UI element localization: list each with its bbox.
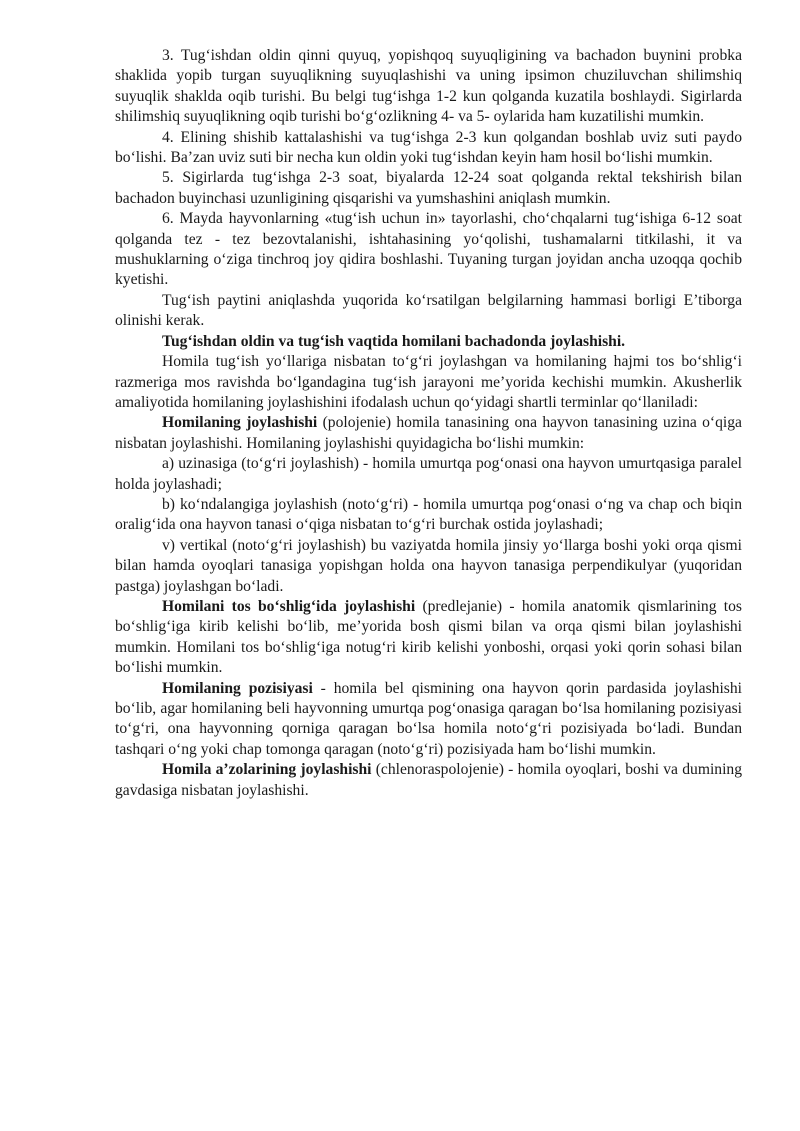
- paragraph-4: 4. Elining shishib kattalashishi va tug‘ishga 2-3 kun qolgandan boshlab uviz suti paydo bo‘lishi. Ba’zan uviz suti bir necha kun oldin yoki tug‘ishdan keyin ham hosil bo‘lishi mumkin.: [115, 128, 742, 167]
- term-pozisiya: [115, 679, 742, 761]
- list-item-b: b) ko‘ndalangiga joylashish (noto‘g‘ri) - homila umurtqa pog‘onasi o‘ng va chap och biqin oralig‘ida ona hayvon tanasi o‘qiga nisbatan to‘g‘ri burchak ostida joylashadi;: [115, 495, 742, 534]
- term-text: - homila bel qismining ona hayvon qorin pardasida joylashishi bo‘lib, agar homilaning beli hayvonning umurtqa pog‘onasiga qaragan bo‘lsa homilaning pozisiyasi to‘g‘ri, ona hayvonning qorniga qaragan bo‘lsa homila noto‘g‘ri pozisiyada bo‘ladi. Bundan tashqari o‘ng yoki chap tomonga qaragan (noto‘g‘ri) pozisiyada ham bo‘lishi mumkin.: [115, 679, 743, 758]
- list-item-v: v) vertikal (noto‘g‘ri joylashish) bu vaziyatda homila jinsiy yo‘llarga boshi yoki orqa qismi bilan hamda oyoqlari tanasiga yopishgan holda ona hayvon tanasiga perpendikulyar (yuqoridan pastga) joylashgan bo‘ladi.: [115, 536, 742, 595]
- paragraph-3: 3. Tug‘ishdan oldin qinni quyuq, yopishqoq suyuqligining va bachadon buynini probka shaklida yopib turgan suyuqlikning suyuqlashishi va uning ipsimon chuziluvchan shilimshiq suyuqlik shaklda oqib turishi. Bu belgi tug‘ishga 1-2 kun qolganda kuzatila boshlaydi. Sigirlarda shilimshiq suyuqlikning oqib turishi bo‘g‘ozlikning 4- va 5- oylarida ham kuzatilishi mumkin.: [115, 47, 742, 126]
- term-title: Homilaning pozisiyasi: [162, 679, 313, 697]
- list-item-a: a) uzinasiga (to‘g‘ri joylashish) - homila umurtqa pog‘onasi ona hayvon umurtqasiga paralel holda joylashadi;: [115, 455, 742, 493]
- intro-paragraph: Homila tug‘ish yo‘llariga nisbatan to‘g‘ri joylashgan va homilaning hajmi tos bo‘shlig‘i razmeriga mos ravishda bo‘lgandagina tug‘ish jarayoni me’yorida kechishi mumkin. Akusherlik amaliyotida homilaning joylashishini ifodalash uchun qo‘yidagi shartli terminlar qo‘llaniladi:: [115, 353, 742, 411]
- paragraph-6: 6. Mayda hayvonlarning «tug‘ish uchun in» tayorlashi, cho‘chqalarni tug‘ishiga 6-12 soat qolganda tez - tez bezovtalanishi, ishtahasining yo‘qolishi, tushamalarni titkilashi, it va mushuklarning o‘ziga tinchroq joy qidira boshlashi. Tuyaning turgan joyidan ancha uzoqqa qochib kyetishi.: [115, 210, 742, 289]
- term-text: (predlejanie) - homila anatomik qismlarining tos bo‘shlig‘iga kirib kelishi bo‘lib, me’yorida bosh qismi bilan va orqa qismi bilan joylashishi mumkin. Homilani tos bo‘shlig‘iga notug‘ri kirib kelishi yonboshi, orqasi yoki qorin sohasi bilan bo‘lishi mumkin.: [115, 597, 742, 677]
- section-heading: Tug‘ishdan oldin va tug‘ish vaqtida homilani bachadonda joylashishi.: [162, 332, 626, 350]
- term-predlejanie: [115, 597, 742, 679]
- term-joylashishi: [115, 413, 742, 454]
- term-title: Homilaning joylashishi: [162, 414, 318, 432]
- term-text: (chlenoraspolojenie) - homila oyoqlari, boshi va dumining gavdasiga nisbatan joylashishi.: [115, 761, 742, 799]
- term-title: Homilani tos bo‘shlig‘ida joylashishi: [162, 597, 416, 615]
- paragraph-5: 5. Sigirlarda tug‘ishga 2-3 soat, biyalarda 12-24 soat qolganda rektal tekshirish bilan bachadon buyinchasi uzunligining qisqarishi va yumshashini aniqlash mumkin.: [115, 169, 742, 207]
- term-title: Homila a’zolarining joylashishi: [162, 761, 372, 779]
- paragraph-note: Tug‘ish paytini aniqlashda yuqorida ko‘rsatilgan belgilarning hammasi borligi E’tiborga olinishi kerak.: [115, 291, 742, 330]
- term-azolar: [115, 760, 742, 801]
- term-text: (polojenie) homila tanasining ona hayvon tanasining uzina o‘qiga nisbatan joylashishi. Homilaning joylashishi quyidagicha bo‘lishi mumkin:: [115, 414, 742, 452]
